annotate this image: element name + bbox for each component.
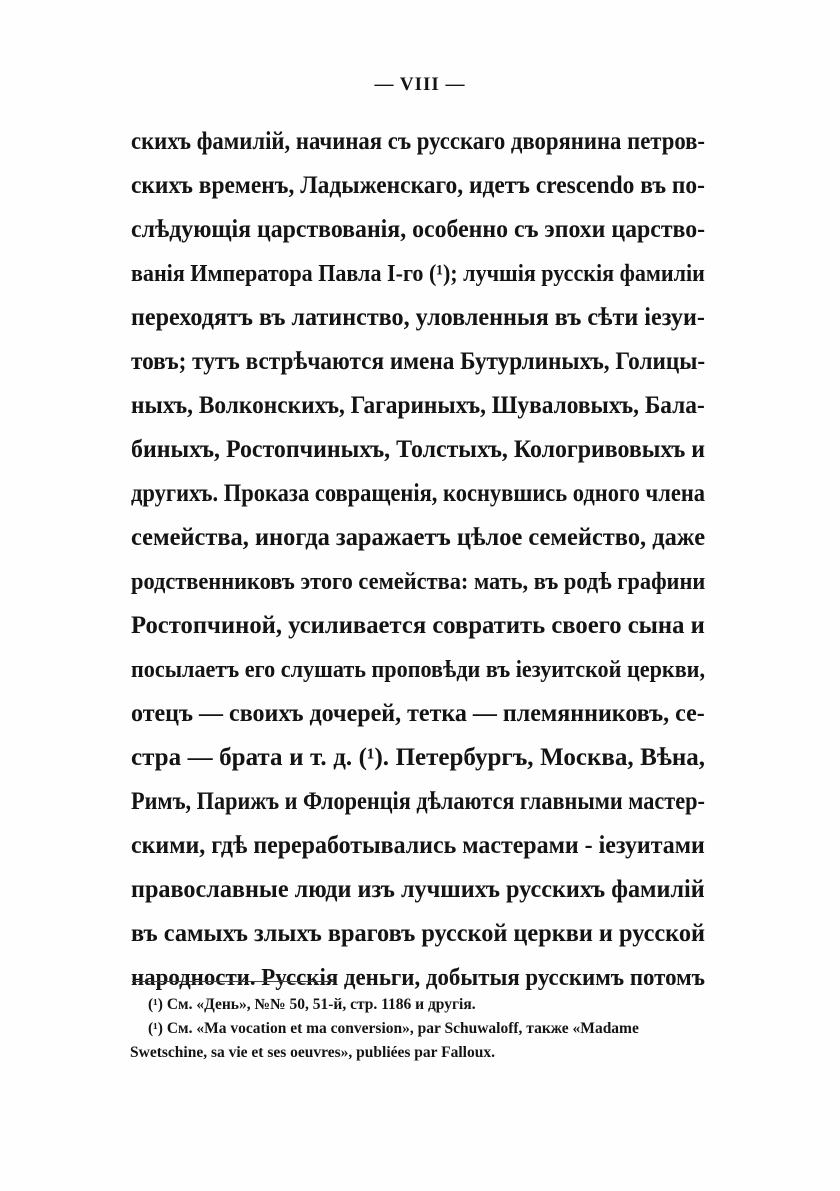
page-number: — VIII — [374,74,466,95]
footnote-text: Swetschine, sa vie et ses oeuvres», publiées par Falloux. [130,1044,495,1061]
footnote-text: См. «Ma vocation et ma conversion», par Schuwaloff, также «Madame [166,1020,639,1037]
text-line: скихъ фамилій, начиная съ русскаго дворянина петров- [131,128,706,155]
text-line: стра — брата и т. д. (¹). Петербургъ, Москва, Вѣна, [131,744,705,771]
text-line: скихъ временъ, Ладыженскаго, идетъ crescendo въ по- [131,172,705,199]
text-line: отецъ — своихъ дочерей, тетка — племянниковъ, се- [131,700,705,727]
text-line: биныхъ, Ростопчиныхъ, Толстыхъ, Кологривовыхъ и [131,436,706,463]
footnotes [130,993,710,1065]
text-line: православные люди изъ лучшихъ русскихъ фамилій [131,876,705,903]
text-line: переходятъ въ латинство, уловленныя въ сѣти іезуи- [131,304,705,331]
text-line: народности. Русскія деньги, добытыя русскимъ потомъ [131,965,706,991]
footnote-text: См. «День», №№ 50, 51-й, стр. 1186 и другія. [166,996,476,1013]
footnote-1 [130,993,728,1017]
footnote-2-continuation [130,1041,710,1065]
footnote-2 [130,1017,728,1041]
footnote-divider [132,981,334,982]
text-line: ванія Императора Павла I-го (¹); лучшія русскія фамиліи [131,261,705,287]
footnote-mark: (¹) [148,996,163,1013]
text-line: слѣдующія царствованія, особенно съ эпохи царство- [131,216,706,243]
text-line: посылаетъ его слушать проповѣди въ іезуитской церкви, [131,657,706,683]
text-line: скими, гдѣ переработывались мастерами - іезуитами [131,832,705,859]
text-line: ныхъ, Волконскихъ, Гагариныхъ, Шуваловыхъ, Бала- [131,392,705,419]
text-line: другихъ. Проказа совращенія, коснувшись одного члена [131,480,706,507]
text-line: Римъ, Парижъ и Флоренція дѣлаются главными мастер- [131,788,705,815]
footnote-mark: (¹) [148,1020,163,1037]
text-line: товъ; тутъ встрѣчаются имена Бутурлиныхъ, Голицы- [131,348,706,375]
text-line: въ самыхъ злыхъ враговъ русской церкви и русской [131,920,705,947]
text-line: Ростопчиной, усиливается совратить своего сына и [131,612,705,639]
text-line: родственниковъ этого семейства: мать, въ родѣ графини [131,569,706,595]
body-text [131,120,705,1000]
text-line: семейства, иногда заражаетъ цѣлое семейство, даже [131,524,706,551]
